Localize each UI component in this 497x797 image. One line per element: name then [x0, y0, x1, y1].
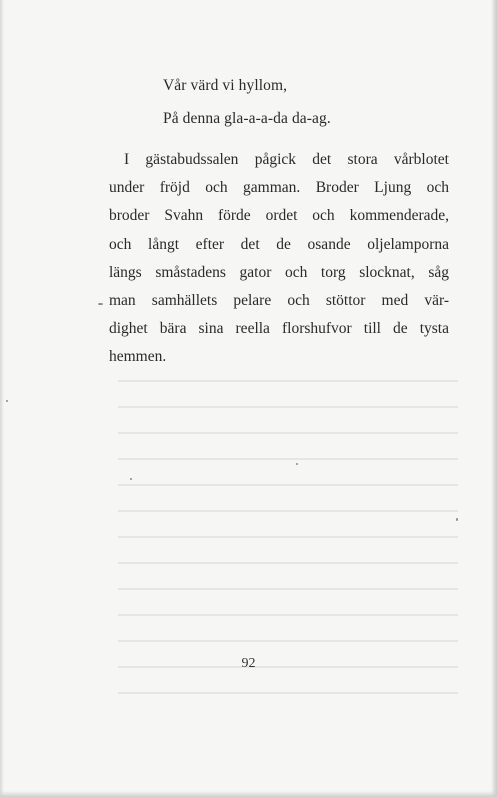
scan-speck: [6, 400, 8, 402]
paragraph-line: och långt efter det de osande oljelamporna: [109, 235, 449, 253]
page-number: 92: [241, 656, 256, 671]
paragraph-line: längs småstadens gator och torg slocknat, såg: [109, 263, 449, 281]
paragraph-line: broder Svahn förde ordet och kommenderade,: [109, 207, 449, 225]
paragraph-line: hemmen.: [109, 348, 167, 366]
paragraph-line: dighet bära sina reella florshufvor till de tysta: [109, 320, 449, 338]
paragraph-line: I gästabudssalen pågick det stora vårblotet: [124, 151, 449, 168]
scan-speck: [98, 303, 103, 305]
scan-speck: [296, 463, 298, 465]
bleed-through-text: [118, 380, 458, 700]
verse-line: Vår värd vi hyllom,: [163, 77, 288, 94]
scan-edge-bottom: [0, 791, 497, 797]
verse-block: [163, 69, 331, 135]
scan-speck: [456, 518, 458, 521]
scan-speck: [130, 478, 132, 480]
scan-edge-left: [0, 0, 4, 797]
verse-line: På denna gla-a-a-da da-ag.: [163, 110, 331, 127]
paragraph-line: under fröjd och gamman. Broder Ljung och: [109, 179, 449, 197]
paragraph-line: man samhällets pelare och stöttor med vär-: [109, 292, 449, 310]
scan-edge-right: [491, 0, 497, 797]
body-paragraph: [109, 146, 449, 372]
